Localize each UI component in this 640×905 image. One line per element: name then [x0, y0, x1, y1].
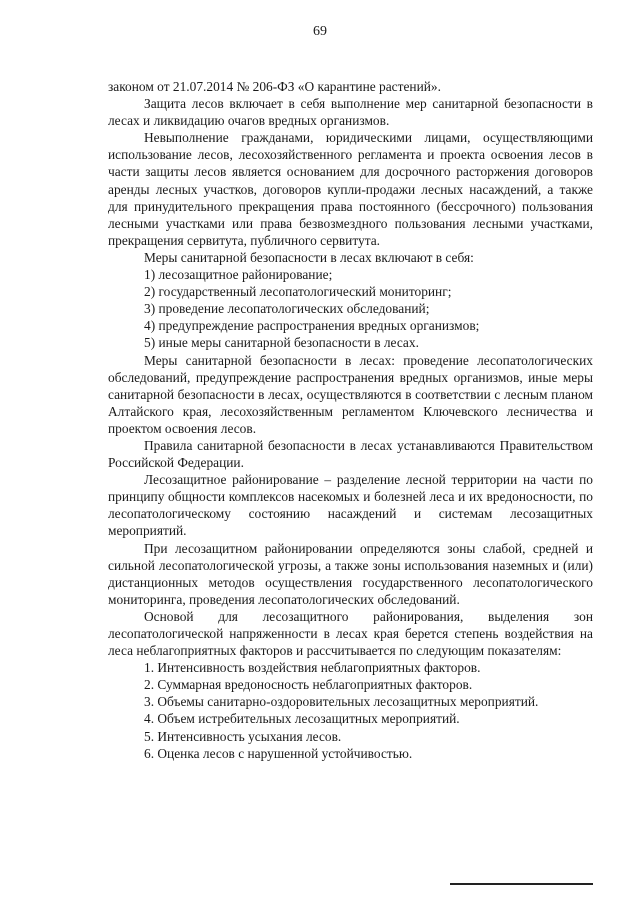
- paragraph-zoning-basis: Основой для лесозащитного районирования, выделения зон лесопатологической напряженности в лесах края берется степень воздействия на леса неблагоприятных факторов и рассчитывается по следующим показателям:: [108, 608, 593, 659]
- page-body: [108, 78, 593, 762]
- list-item: 2) государственный лесопатологический мониторинг;: [144, 284, 452, 300]
- list-item: 1) лесозащитное районирование;: [144, 267, 333, 283]
- paragraph-forest-protection: Защита лесов включает в себя выполнение мер санитарной безопасности в лесах и ликвидацию очагов вредных организмов.: [108, 96, 593, 129]
- footer-rule: [450, 883, 593, 885]
- list-item: 4. Объем истребительных лесозащитных мероприятий.: [144, 711, 460, 727]
- list-item: 5. Интенсивность усыхания лесов.: [144, 728, 342, 744]
- page-number: 69: [313, 24, 327, 39]
- list-item: 6. Оценка лесов с нарушенной устойчивостью.: [144, 745, 413, 761]
- paragraph-measures-detail: Меры санитарной безопасности в лесах: проведение лесопатологических обследований, предупреждение распространения вредных организмов, иные меры санитарной безопасности в лесах, осуществляются в соответствии с лесным планом Алтайского края, лесохозяйственным регламентом Ключевского лесничества и проектом освоения лесов.: [108, 352, 593, 436]
- paragraph-non-compliance: Невыполнение гражданами, юридическими лицами, осуществляющими использование лесов, лесохозяйственного регламента и проекта освоения лесов в части защиты лесов является основанием для досрочного расторжения договоров аренды лесных участков, договоров купли-продажи лесных насаждений, а также для принудительного прекращения права постоянного (бессрочного) пользования лесными участками или права безвозмездного пользования лесными участками, прекращения сервитута, публичного сервитута.: [108, 130, 593, 248]
- paragraph-measures-intro: Меры санитарной безопасности в лесах включают в себя:: [144, 249, 474, 265]
- list-item: 1. Интенсивность воздействия неблагоприятных факторов.: [144, 660, 481, 676]
- list-item: 4) предупреждение распространения вредных организмов;: [144, 318, 480, 334]
- list-item: 3) проведение лесопатологических обследований;: [144, 301, 430, 317]
- paragraph-zoning-threat-zones: При лесозащитном районировании определяются зоны слабой, средней и сильной лесопатологической угрозы, а также зоны использования наземных и (или) дистанционных методов осуществления государственного лесопатологического мониторинга, проведения лесопатологических обследований.: [108, 540, 593, 607]
- paragraph-rules: Правила санитарной безопасности в лесах устанавливаются Правительством Российской Федерации.: [108, 437, 593, 471]
- list-item: 5) иные меры санитарной безопасности в лесах.: [144, 335, 419, 351]
- list-item: 3. Объемы санитарно-оздоровительных лесозащитных мероприятий.: [144, 694, 539, 710]
- paragraph-continuation: законом от 21.07.2014 № 206-ФЗ «О карантине растений».: [108, 79, 441, 94]
- list-item: 2. Суммарная вредоносность неблагоприятных факторов.: [144, 677, 473, 693]
- paragraph-zoning-definition: Лесозащитное районирование – разделение лесной территории на части по принципу общности комплексов насекомых и болезней леса и их вредоносности, по лесопатологическому состоянию насаждений и системам лесозащитных мероприятий.: [108, 472, 593, 539]
